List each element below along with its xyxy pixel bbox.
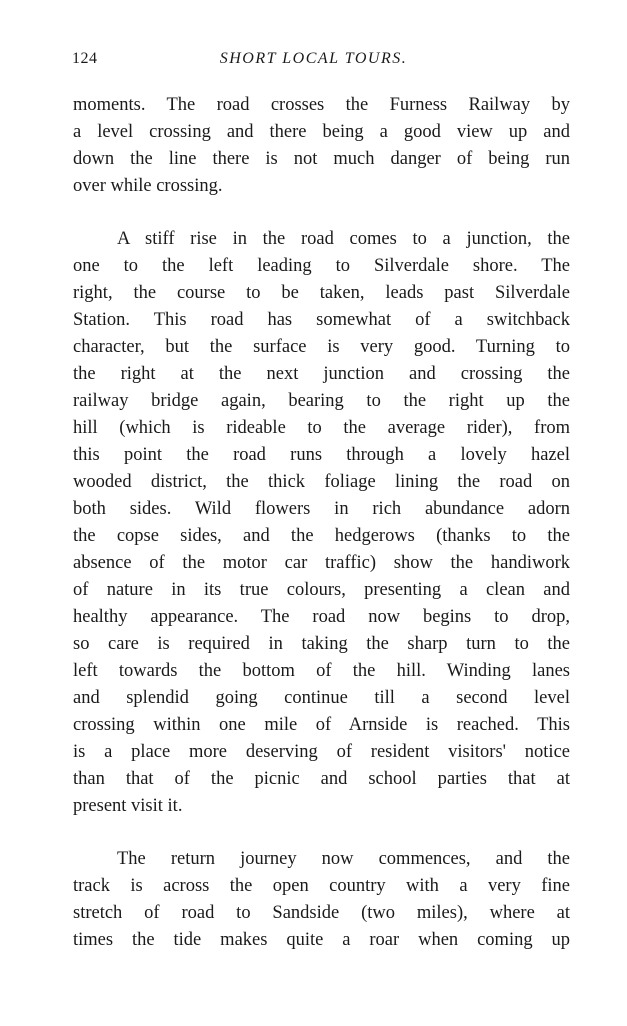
text-line: stretch of road to Sandside (two miles), where at xyxy=(73,903,570,923)
paragraph-1 xyxy=(73,92,570,200)
text-line: one to the left leading to Silverdale shore. The xyxy=(73,256,570,276)
text-line: moments. The road crosses the Furness Railway by xyxy=(73,95,570,115)
text-line: absence of the motor car traffic) show the handiwork xyxy=(73,553,570,573)
text-line: crossing within one mile of Arnside is reached. This xyxy=(73,715,570,735)
text-line: both sides. Wild flowers in rich abundance adorn xyxy=(73,499,570,519)
paragraph-3 xyxy=(73,846,570,954)
body-text xyxy=(73,92,570,954)
text-line: this point the road runs through a lovely hazel xyxy=(73,445,570,465)
text-line: A stiff rise in the road comes to a junction, the xyxy=(117,229,570,249)
text-line: healthy appearance. The road now begins to drop, xyxy=(73,607,570,627)
text-line: a level crossing and there being a good view up and xyxy=(73,122,570,142)
text-line: the right at the next junction and crossing the xyxy=(73,364,570,384)
text-line: character, but the surface is very good. Turning to xyxy=(73,337,570,357)
text-line: over while crossing. xyxy=(73,176,223,196)
text-line: hill (which is rideable to the average rider), from xyxy=(73,418,570,438)
text-line: of nature in its true colours, presenting a clean and xyxy=(73,580,570,600)
page-number: 124 xyxy=(72,50,98,67)
text-line: so care is required in taking the sharp turn to the xyxy=(73,634,570,654)
text-line: railway bridge again, bearing to the right up the xyxy=(73,391,570,411)
text-line: is a place more deserving of resident visitors' notice xyxy=(73,742,570,762)
text-line: and splendid going continue till a second level xyxy=(73,688,570,708)
paragraph-2 xyxy=(73,226,570,820)
text-line: Station. This road has somewhat of a switchback xyxy=(73,310,570,330)
text-line: times the tide makes quite a roar when coming up xyxy=(73,930,570,950)
text-line: left towards the bottom of the hill. Winding lanes xyxy=(73,661,570,681)
text-line: down the line there is not much danger of being run xyxy=(73,149,570,169)
text-line: the copse sides, and the hedgerows (thanks to the xyxy=(73,526,570,546)
text-line: present visit it. xyxy=(73,796,183,816)
text-line: track is across the open country with a very fine xyxy=(73,876,570,896)
text-line: than that of the picnic and school parties that at xyxy=(73,769,570,789)
text-line: right, the course to be taken, leads past Silverdale xyxy=(73,283,570,303)
text-line: The return journey now commences, and the xyxy=(117,849,570,869)
text-line: wooded district, the thick foliage lining the road on xyxy=(73,472,570,492)
running-title: SHORT LOCAL TOURS. xyxy=(219,50,408,67)
